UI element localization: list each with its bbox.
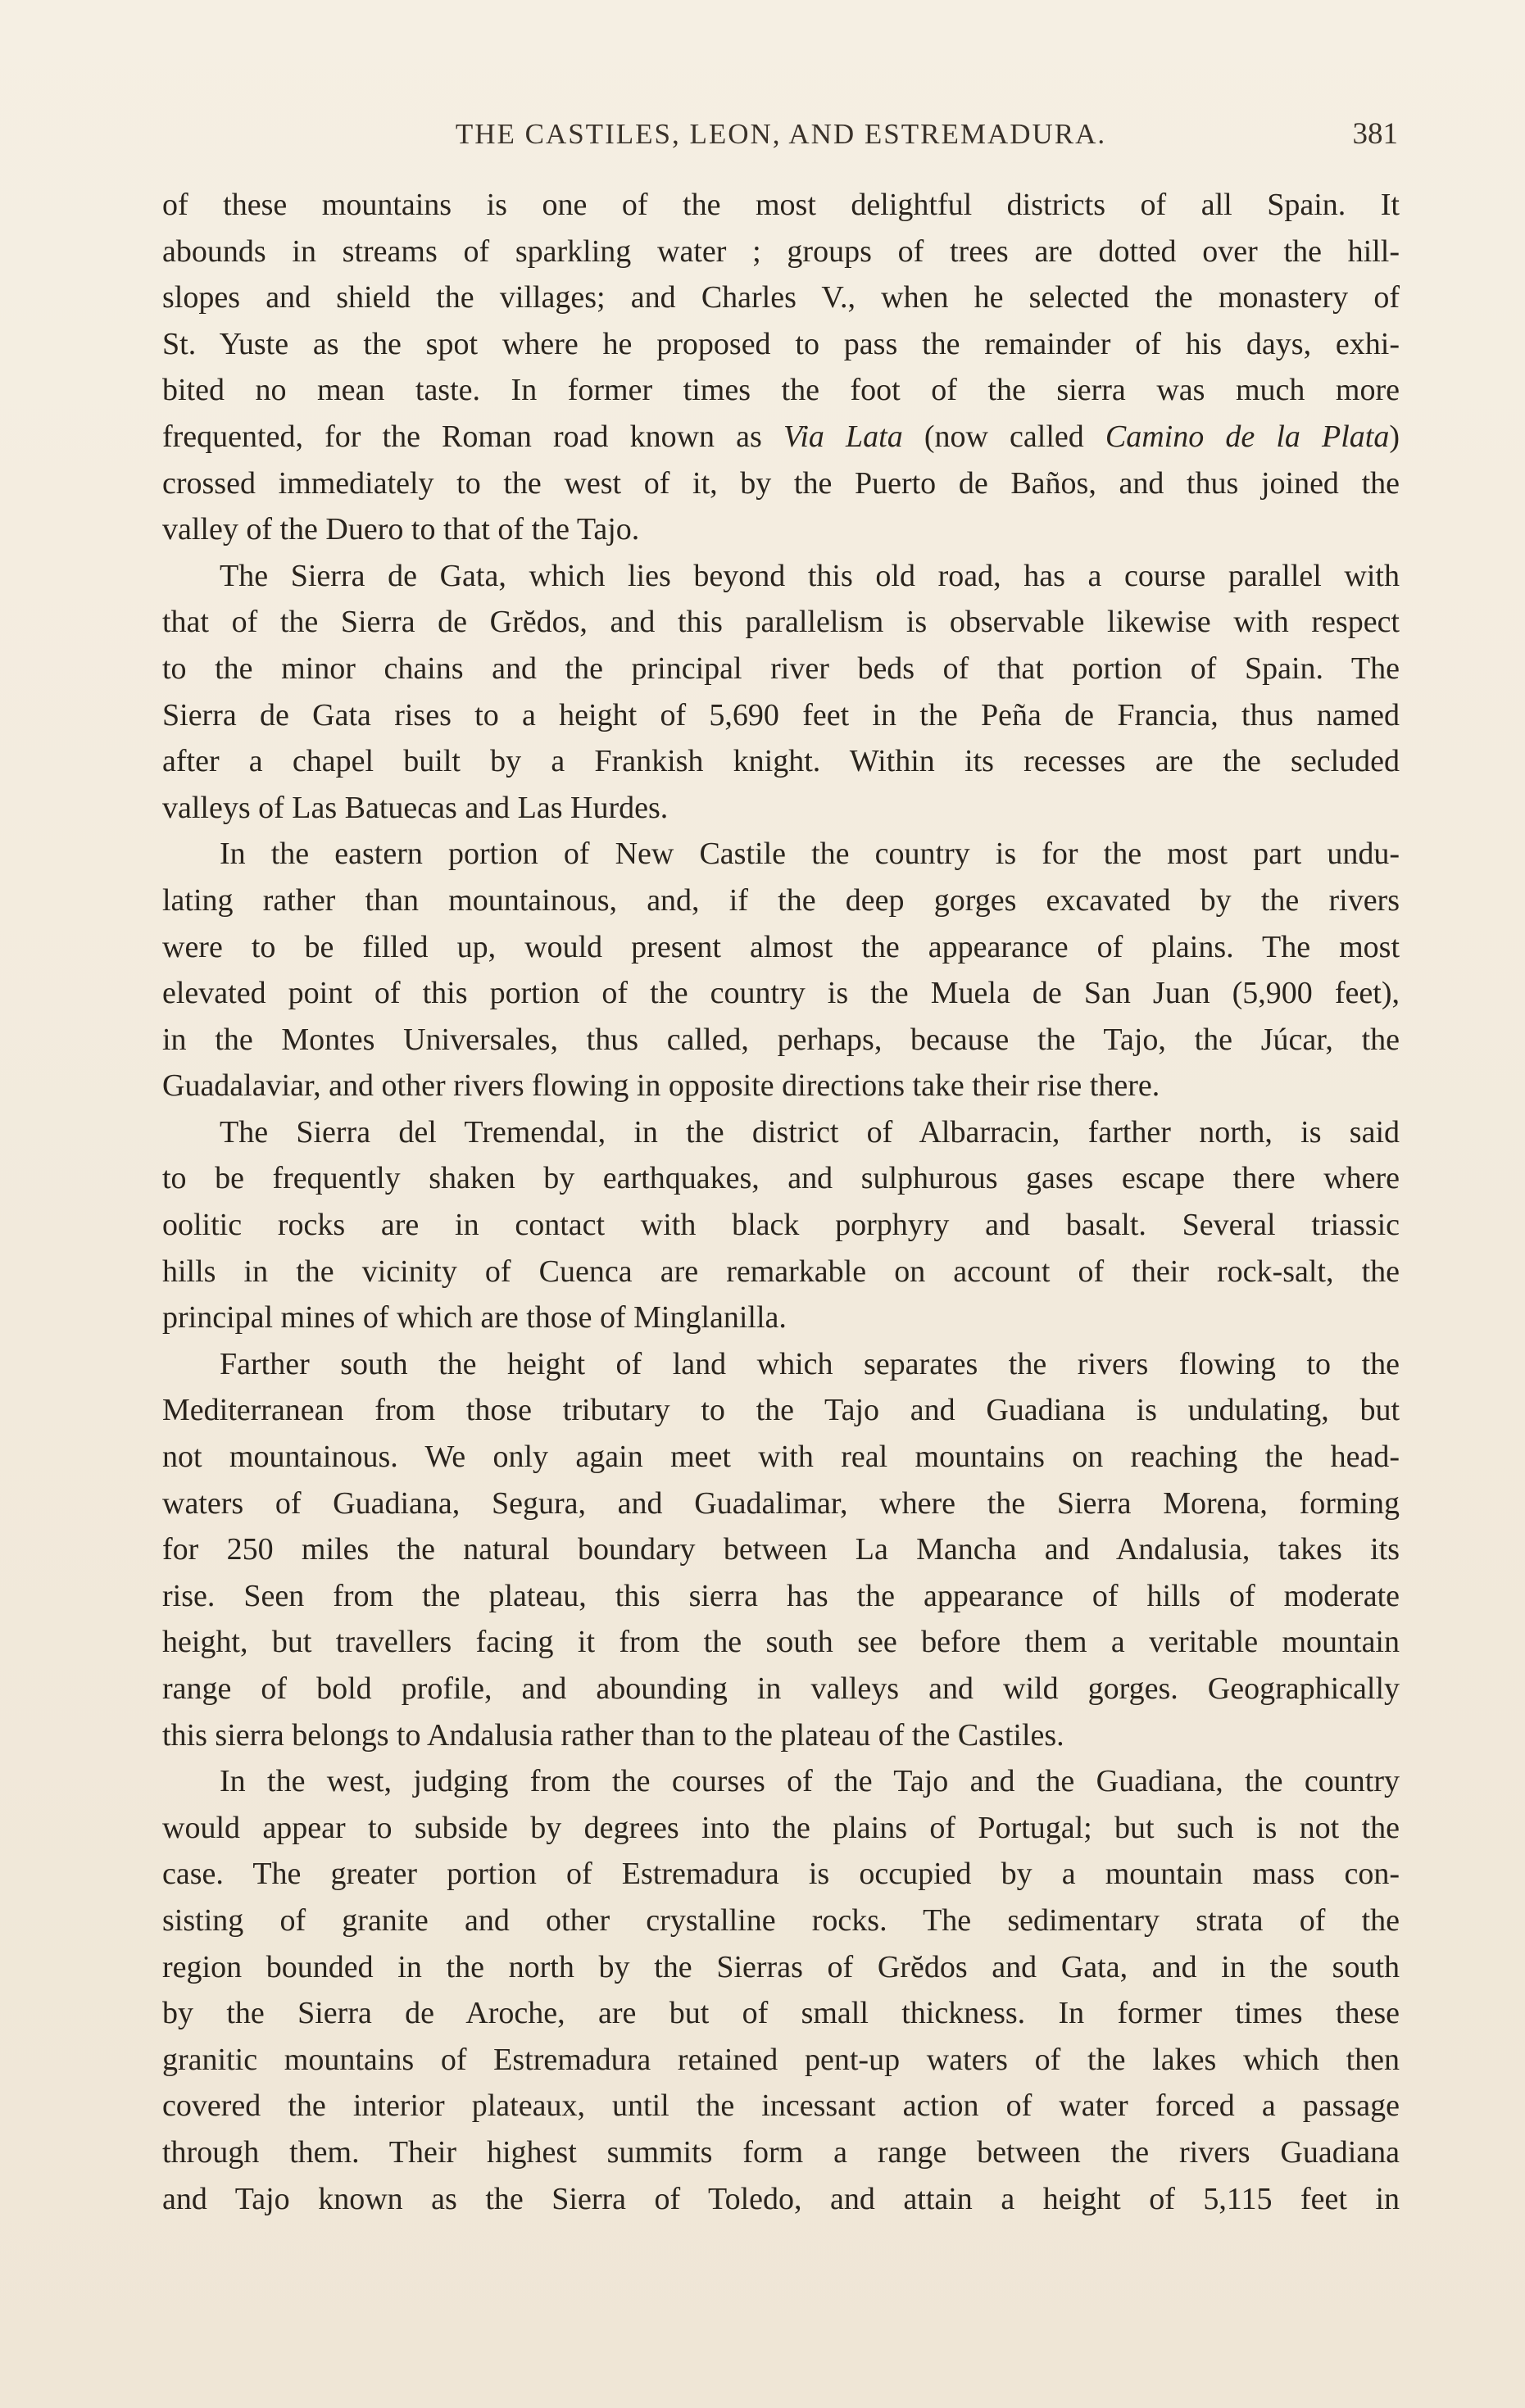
- body-text: [162, 182, 1400, 2222]
- text-line: sisting of granite and other crystalline rocks. The sedimentary strata of the: [162, 1902, 1400, 1938]
- page-number: 381: [1352, 117, 1398, 151]
- text-line: height, but travellers facing it from the south see before them a veritable mountain: [162, 1625, 1400, 1660]
- text-line: Sierra de Gata rises to a height of 5,690 feet in the Peña de Francia, thus named: [162, 697, 1400, 732]
- text-line: lating rather than mountainous, and, if the deep gorges excavated by the rivers: [162, 882, 1400, 918]
- text-line: bited no mean taste. In former times the foot of the sierra was much more: [162, 373, 1400, 408]
- text-line: to be frequently shaken by earthquakes, and sulphurous gases escape there where: [162, 1161, 1400, 1196]
- text-line: Mediterranean from those tributary to the Tajo and Guadiana is undulating, but: [162, 1393, 1400, 1428]
- text-line: after a chapel built by a Frankish knight. Within its recesses are the secluded: [162, 744, 1400, 779]
- text-line: The Sierra de Gata, which lies beyond this old road, has a course parallel with: [220, 558, 1400, 593]
- running-title: THE CASTILES, LEON, AND ESTREMADURA.: [455, 118, 1107, 150]
- text-line: hills in the vicinity of Cuenca are remarkable on account of their rock-salt, the: [162, 1254, 1400, 1289]
- text-line: In the eastern portion of New Castile the country is for the most part undu-: [220, 837, 1400, 872]
- text-line: through them. Their highest summits form a range between the rivers Guadiana: [162, 2134, 1400, 2170]
- text-line: of these mountains is one of the most delightful districts of all Spain. It: [162, 188, 1400, 222]
- text-line: valleys of Las Batuecas and Las Hurdes.: [162, 790, 669, 825]
- text-line: St. Yuste as the spot where he proposed to pass the remainder of his days, exhi-: [162, 326, 1400, 361]
- text-line: by the Sierra de Aroche, are but of small thickness. In former times these: [162, 1996, 1400, 2031]
- text-line: and Tajo known as the Sierra of Toledo, and attain a height of 5,115 feet in: [162, 2181, 1400, 2216]
- text-line: principal mines of which are those of Minglanilla.: [162, 1300, 787, 1336]
- text-line: elevated point of this portion of the country is the Muela de San Juan (5,900 feet),: [162, 976, 1400, 1011]
- text-line: Farther south the height of land which separates the rivers flowing to the: [220, 1346, 1400, 1381]
- text-line: [162, 414, 1400, 460]
- text-line: The Sierra del Tremendal, in the district of Albarracin, farther north, is said: [220, 1114, 1400, 1150]
- text-line: for 250 miles the natural boundary between La Mancha and Andalusia, takes its: [162, 1532, 1400, 1567]
- text-line: would appear to subside by degrees into the plains of Portugal; but such is not the: [162, 1810, 1400, 1845]
- running-head: [164, 110, 1398, 159]
- text-line: abounds in streams of sparkling water ; groups of trees are dotted over the hill-: [162, 234, 1400, 269]
- text-line: to the minor chains and the principal river beds of that portion of Spain. The: [162, 651, 1400, 686]
- text-line: waters of Guadiana, Segura, and Guadalimar, where the Sierra Morena, forming: [162, 1485, 1400, 1521]
- text-line: region bounded in the north by the Sierras of Grĕdos and Gata, and in the south: [162, 1949, 1400, 1984]
- text-segment: ): [1389, 419, 1400, 454]
- text-line: this sierra belongs to Andalusia rather than to the plateau of the Castiles.: [162, 1717, 1064, 1753]
- text-line: oolitic rocks are in contact with black porphyry and basalt. Several triassic: [162, 1208, 1400, 1243]
- text-line: In the west, judging from the courses of the Tajo and the Guadiana, the country: [220, 1764, 1400, 1799]
- text-line: case. The greater portion of Estremadura is occupied by a mountain mass con-: [162, 1857, 1400, 1892]
- text-line: not mountainous. We only again meet with real mountains on reaching the head-: [162, 1440, 1400, 1475]
- text-line: range of bold profile, and abounding in valleys and wild gorges. Geographically: [162, 1671, 1400, 1706]
- italic-text: Camino de la Plata: [1105, 419, 1390, 454]
- text-segment: (now called: [902, 419, 1105, 454]
- italic-text: Via Lata: [783, 419, 903, 454]
- text-line: that of the Sierra de Grĕdos, and this parallelism is observable likewise with respect: [162, 605, 1400, 640]
- text-line: granitic mountains of Estremadura retained pent-up waters of the lakes which then: [162, 2042, 1400, 2077]
- text-line: Guadalaviar, and other rivers flowing in opposite directions take their rise there.: [162, 1068, 1160, 1104]
- text-line: in the Montes Universales, thus called, perhaps, because the Tajo, the Júcar, the: [162, 1022, 1400, 1057]
- text-segment: frequented, for the Roman road known as: [162, 419, 783, 454]
- text-line: were to be filled up, would present almost the appearance of plains. The most: [162, 929, 1400, 964]
- text-line: rise. Seen from the plateau, this sierra has the appearance of hills of moderate: [162, 1578, 1400, 1613]
- text-line: crossed immediately to the west of it, by the Puerto de Baños, and thus joined the: [162, 465, 1400, 501]
- text-line: valley of the Duero to that of the Tajo.: [162, 512, 640, 547]
- text-line: covered the interior plateaux, until the incessant action of water forced a passage: [162, 2088, 1400, 2124]
- text-line: slopes and shield the villages; and Charles V., when he selected the monastery of: [162, 280, 1400, 315]
